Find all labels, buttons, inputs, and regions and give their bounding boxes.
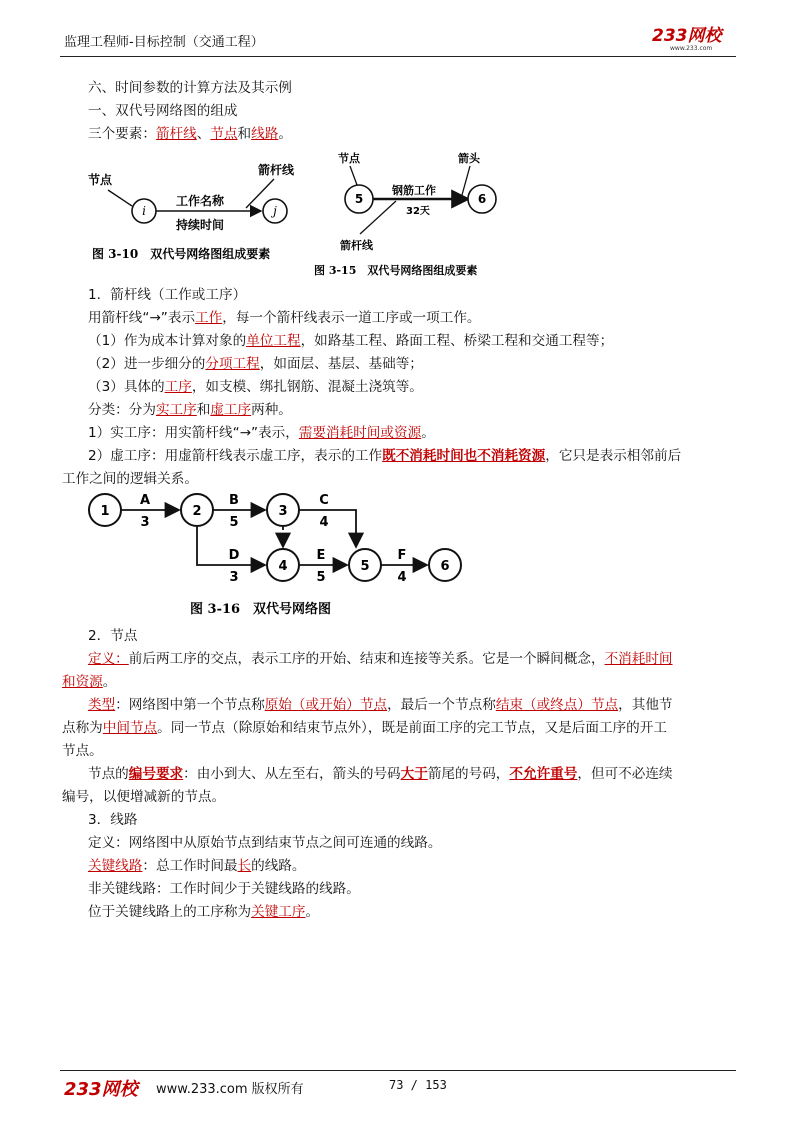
fig315-node-label: 节点 [338,152,360,165]
svg-text:C: C [319,493,329,508]
node-type-2: 点称为中间节点。同一节点（除原始和结束节点外），既是前面工序的完工节点，又是后面工序的开工 [62,720,667,736]
fig315-days: 32天 [406,206,430,217]
fig315-caption: 图 3-15 双代号网络图组成要素 [314,264,478,277]
section-title-6: 六、时间参数的计算方法及其示例 [88,80,292,96]
svg-text:j: j [273,204,277,218]
node-def-2: 和资源。 [62,674,117,690]
arrow-line-3: （2）进一步细分的分项工程，如面层、基层、基础等； [88,356,423,372]
path-sec-title: 3．线路 [88,812,138,828]
svg-text:1: 1 [100,504,110,519]
path-line-4: 位于关键线路上的工序称为关键工序。 [88,904,320,920]
section-title-1: 一、双代号网络图的组成 [88,103,238,119]
svg-text:4: 4 [397,570,407,585]
path-line-1: 定义：网络图中从原始节点到结束节点之间可连通的线路。 [88,835,442,851]
figure-3-10 [86,152,318,268]
svg-text:E: E [316,548,326,563]
figure-3-16 [84,488,484,620]
fig310-node-label: 节点 [88,173,113,187]
footer-rule [60,1070,736,1071]
path-line-2: 关键线路：总工作时间最长的线路。 [88,858,306,874]
svg-text:i: i [142,204,146,218]
arrow-line-6: 1）实工序：用实箭杆线“→”表示，需要消耗时间或资源。 [88,425,435,441]
node-sec-title: 2．节点 [88,628,138,644]
svg-text:5: 5 [229,515,239,530]
footer-site: www.233.com 版权所有 [156,1082,304,1097]
node-num-1: 节点的编号要求：由小到大、从左至右，箭头的号码大于箭尾的号码，不允许重号，但可不必连续 [88,766,673,782]
svg-text:6: 6 [477,192,487,206]
footer-brand-logo [62,1075,146,1101]
fig310-caption: 图 3-10 双代号网络图组成要素 [92,247,271,261]
node-type-3: 节点。 [62,743,103,759]
fig315-arrow-label: 箭杆线 [340,239,373,252]
arrow-sec-title: 1．箭杆线（工作或工序） [88,287,247,303]
node-num-2: 编号，以便增减新的节点。 [62,789,226,805]
svg-text:F: F [397,548,407,563]
figure-3-15 [310,148,510,280]
svg-text:2: 2 [192,504,202,519]
svg-text:233网校: 233网校 [64,1079,138,1100]
arrow-line-5: 分类：分为实工序和虚工序两种。 [88,402,292,418]
svg-text:3: 3 [229,570,239,585]
svg-text:4: 4 [278,559,288,574]
arrow-line-8: 工作之间的逻辑关系。 [62,471,198,487]
svg-text:B: B [229,493,239,508]
svg-text:6: 6 [440,559,450,574]
logo-text: 233网校 [652,26,722,46]
fig315-head-label: 箭头 [458,152,480,165]
node-type-1: 类型：网络图中第一个节点称原始（或开始）节点，最后一个节点称结束（或终点）节点，其他节 [88,697,673,713]
svg-text:3: 3 [140,515,150,530]
svg-text:D: D [228,548,240,563]
fig316-caption: 图 3-16 双代号网络图 [190,602,332,617]
fig310-arrow-label: 箭杆线 [258,163,295,177]
svg-text:A: A [139,493,151,508]
path-line-3: 非关键线路：工作时间少于关键线路的线路。 [88,881,360,897]
arrow-line-1: 用箭杆线“→”表示工作，每一个箭杆线表示一道工序或一项工作。 [88,310,481,326]
svg-text:5: 5 [360,559,370,574]
svg-text:3: 3 [278,504,288,519]
fig310-node-pointer [108,190,132,206]
svg-text:5: 5 [316,570,326,585]
arrow-line-4: （3）具体的工序，如支模、绑扎钢筋、混凝土浇筑等。 [88,379,423,395]
fig310-work-name: 工作名称 [176,194,225,208]
page-number: 73 / 153 [389,1078,447,1092]
node-def-1: 定义：前后两工序的交点，表示工序的开始、结束和连接等关系。它是一个瞬间概念，不消耗时间 [88,651,673,667]
fig310-duration: 持续时间 [176,218,225,232]
three-elements: 三个要素：箭杆线、节点和线路。 [88,126,292,142]
arrow-line-2: （1）作为成本计算对象的单位工程，如路基工程、路面工程、桥梁工程和交通工程等； [88,333,614,349]
svg-text:4: 4 [319,515,329,530]
fig315-work: 钢筋工作 [392,184,436,197]
header-title: 监理工程师-目标控制（交通工程） [64,35,264,50]
svg-text:5: 5 [354,192,364,206]
arrow-line-7: 2）虚工序：用虚箭杆线表示虚工序，表示的工作既不消耗时间也不消耗资源，它只是表示相邻前后 [88,448,682,464]
logo-url: www.233.com [670,45,713,52]
